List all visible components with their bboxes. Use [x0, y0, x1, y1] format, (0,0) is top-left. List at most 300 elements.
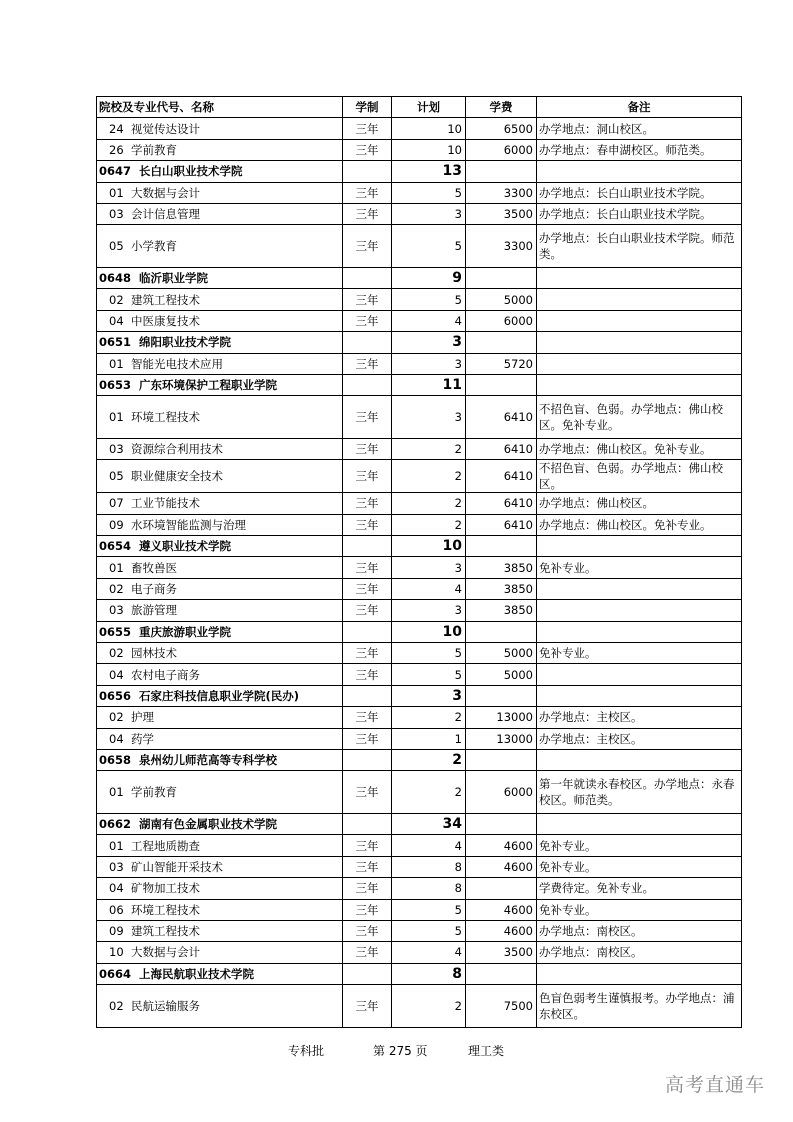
major-code: 05: [109, 469, 124, 484]
major-duration: 三年: [343, 878, 392, 899]
major-code: 01: [109, 185, 124, 200]
major-code: 06: [109, 902, 124, 917]
major-code: 02: [109, 998, 124, 1013]
major-name-cell: [97, 856, 343, 877]
major-name: 大数据与会计: [131, 185, 200, 200]
major-row: [97, 438, 742, 459]
school-name: 泉州幼儿师范高等专科学校: [139, 753, 277, 768]
footer-category: 理工类: [468, 1044, 505, 1058]
major-name: 矿山智能开采技术: [131, 859, 223, 874]
school-fee-cell: [466, 332, 537, 353]
major-row: [97, 707, 742, 728]
major-name-cell: [97, 353, 343, 374]
major-fee: 6000: [466, 771, 537, 814]
major-plan: 10: [392, 118, 466, 139]
major-name: 视觉传达设计: [131, 121, 200, 136]
school-fee-cell: [466, 621, 537, 642]
major-note: 免补专业。: [537, 899, 742, 920]
major-row: [97, 289, 742, 310]
major-plan: 5: [392, 899, 466, 920]
school-duration-cell: [343, 332, 392, 353]
major-name-cell: [97, 460, 343, 493]
major-row: [97, 664, 742, 685]
school-plan-total: 3: [392, 685, 466, 706]
major-name-cell: [97, 493, 343, 514]
school-code: 0653: [99, 378, 132, 393]
school-name: 上海民航职业技术学院: [139, 966, 254, 981]
major-plan: 1: [392, 728, 466, 749]
major-name-cell: [97, 203, 343, 224]
major-row: [97, 728, 742, 749]
major-name: 学前教育: [131, 785, 177, 800]
major-code: 03: [109, 603, 124, 618]
major-plan: 10: [392, 139, 466, 160]
major-note: 办学地点：佛山校区。免补专业。: [537, 514, 742, 535]
major-duration: 三年: [343, 493, 392, 514]
school-duration-cell: [343, 963, 392, 984]
school-row: [97, 749, 742, 770]
school-row: [97, 536, 742, 557]
school-plan-total: 9: [392, 267, 466, 288]
school-duration-cell: [343, 685, 392, 706]
major-fee: 3300: [466, 182, 537, 203]
school-row: [97, 621, 742, 642]
school-note-cell: [537, 685, 742, 706]
major-duration: 三年: [343, 118, 392, 139]
school-plan-total: 3: [392, 332, 466, 353]
major-fee: 6410: [466, 460, 537, 493]
school-name-cell: [97, 749, 343, 770]
school-name: 石家庄科技信息职业学院(民办): [139, 688, 300, 703]
major-code: 02: [109, 582, 124, 597]
major-row: [97, 203, 742, 224]
major-note: 办学地点：主校区。: [537, 707, 742, 728]
major-name: 电子商务: [131, 582, 177, 597]
major-code: 02: [109, 710, 124, 725]
school-duration-cell: [343, 813, 392, 834]
school-plan-total: 2: [392, 749, 466, 770]
school-name: 广东环境保护工程职业学院: [139, 378, 277, 393]
major-plan: 2: [392, 493, 466, 514]
major-fee: 4600: [466, 899, 537, 920]
major-plan: 8: [392, 856, 466, 877]
major-name: 水环境智能监测与治理: [131, 517, 246, 532]
school-note-cell: [537, 536, 742, 557]
major-fee: 6410: [466, 493, 537, 514]
school-name-cell: [97, 621, 343, 642]
major-name: 智能光电技术应用: [131, 356, 223, 371]
school-fee-cell: [466, 813, 537, 834]
major-fee: 3500: [466, 942, 537, 963]
school-note-cell: [537, 749, 742, 770]
admission-plan-sheet: [96, 96, 742, 1028]
school-code: 0658: [99, 753, 132, 768]
major-row: [97, 578, 742, 599]
major-row: [97, 118, 742, 139]
header-note: 备注: [537, 97, 742, 118]
major-duration: 三年: [343, 985, 392, 1028]
school-plan-total: 10: [392, 621, 466, 642]
major-name-cell: [97, 557, 343, 578]
major-plan: 4: [392, 310, 466, 331]
school-plan-total: 8: [392, 963, 466, 984]
major-name: 学前教育: [131, 142, 177, 157]
school-name-cell: [97, 536, 343, 557]
major-note: 办学地点：春申湖校区。师范类。: [537, 139, 742, 160]
major-row: [97, 771, 742, 814]
major-name: 环境工程技术: [131, 902, 200, 917]
school-duration-cell: [343, 374, 392, 395]
major-plan: 2: [392, 460, 466, 493]
major-note: [537, 578, 742, 599]
school-name: 长白山职业技术学院: [139, 164, 243, 179]
major-fee: 4600: [466, 835, 537, 856]
major-plan: 3: [392, 396, 466, 439]
school-code: 0654: [99, 539, 132, 554]
major-name-cell: [97, 728, 343, 749]
major-code: 09: [109, 924, 124, 939]
major-fee: 3300: [466, 225, 537, 268]
major-fee: 13000: [466, 707, 537, 728]
major-duration: 三年: [343, 835, 392, 856]
major-duration: 三年: [343, 856, 392, 877]
school-row: [97, 161, 742, 182]
major-code: 03: [109, 442, 124, 457]
major-note: 办学地点：长白山职业技术学院。师范类。: [537, 225, 742, 268]
watermark-text: 高考直通车: [664, 1074, 765, 1096]
major-name-cell: [97, 600, 343, 621]
major-note: 办学地点：南校区。: [537, 942, 742, 963]
major-code: 04: [109, 667, 124, 682]
major-note: 办学地点：主校区。: [537, 728, 742, 749]
major-note: [537, 289, 742, 310]
school-plan-total: 13: [392, 161, 466, 182]
major-fee: 6000: [466, 310, 537, 331]
major-name: 大数据与会计: [131, 945, 200, 960]
major-row: [97, 139, 742, 160]
major-name: 畜牧兽医: [131, 560, 177, 575]
major-duration: 三年: [343, 203, 392, 224]
school-code: 0651: [99, 335, 132, 350]
major-name: 建筑工程技术: [131, 292, 200, 307]
table-body: [97, 118, 742, 1027]
major-fee: 5000: [466, 664, 537, 685]
major-note: 办学地点：洞山校区。: [537, 118, 742, 139]
school-code: 0664: [99, 966, 132, 981]
major-row: [97, 920, 742, 941]
school-duration-cell: [343, 536, 392, 557]
major-row: [97, 353, 742, 374]
major-duration: 三年: [343, 920, 392, 941]
major-name-cell: [97, 643, 343, 664]
major-duration: 三年: [343, 182, 392, 203]
school-fee-cell: [466, 161, 537, 182]
major-code: 04: [109, 731, 124, 746]
major-fee: 6000: [466, 139, 537, 160]
major-row: [97, 557, 742, 578]
major-note: 第一年就读永春校区。办学地点：永春校区。师范类。: [537, 771, 742, 814]
major-plan: 5: [392, 289, 466, 310]
major-code: 09: [109, 517, 124, 532]
major-plan: 5: [392, 643, 466, 664]
footer-page-number: 第 275 页: [373, 1044, 428, 1058]
major-code: 04: [109, 881, 124, 896]
major-row: [97, 225, 742, 268]
major-fee: 4600: [466, 856, 537, 877]
major-code: 01: [109, 560, 124, 575]
major-plan: 5: [392, 182, 466, 203]
major-code: 02: [109, 292, 124, 307]
major-duration: 三年: [343, 942, 392, 963]
school-row: [97, 332, 742, 353]
major-duration: 三年: [343, 310, 392, 331]
header-duration: 学制: [343, 97, 392, 118]
school-name-cell: [97, 161, 343, 182]
major-row: [97, 942, 742, 963]
major-name: 职业健康安全技术: [131, 469, 223, 484]
major-name: 中医康复技术: [131, 313, 200, 328]
major-name: 园林技术: [131, 646, 177, 661]
major-note: 办学地点：佛山校区。免补专业。: [537, 438, 742, 459]
major-name: 矿物加工技术: [131, 881, 200, 896]
major-duration: 三年: [343, 771, 392, 814]
school-name: 遵义职业技术学院: [139, 539, 231, 554]
major-name-cell: [97, 289, 343, 310]
major-name: 环境工程技术: [131, 410, 200, 425]
major-row: [97, 514, 742, 535]
major-duration: 三年: [343, 225, 392, 268]
major-plan: 2: [392, 707, 466, 728]
school-name: 临沂职业学院: [139, 271, 208, 286]
major-note: 学费待定。免补专业。: [537, 878, 742, 899]
major-duration: 三年: [343, 557, 392, 578]
major-code: 01: [109, 410, 124, 425]
major-name: 护理: [131, 710, 154, 725]
major-name: 旅游管理: [131, 603, 177, 618]
admission-plan-table: [96, 96, 742, 1028]
major-plan: 2: [392, 985, 466, 1028]
major-name-cell: [97, 578, 343, 599]
school-note-cell: [537, 267, 742, 288]
major-duration: 三年: [343, 460, 392, 493]
major-duration: 三年: [343, 899, 392, 920]
major-plan: 2: [392, 771, 466, 814]
school-code: 0648: [99, 271, 132, 286]
major-code: 26: [109, 142, 124, 157]
major-note: 免补专业。: [537, 557, 742, 578]
major-plan: 3: [392, 600, 466, 621]
major-row: [97, 878, 742, 899]
major-name-cell: [97, 707, 343, 728]
major-note: [537, 310, 742, 331]
major-name-cell: [97, 899, 343, 920]
school-fee-cell: [466, 267, 537, 288]
major-duration: 三年: [343, 396, 392, 439]
major-duration: 三年: [343, 707, 392, 728]
major-fee: 4600: [466, 920, 537, 941]
major-fee: 6500: [466, 118, 537, 139]
major-code: 10: [109, 945, 124, 960]
major-plan: 4: [392, 942, 466, 963]
major-name-cell: [97, 771, 343, 814]
major-plan: 3: [392, 203, 466, 224]
major-code: 01: [109, 356, 124, 371]
major-note: 办学地点：长白山职业技术学院。: [537, 182, 742, 203]
major-plan: 8: [392, 878, 466, 899]
school-plan-total: 10: [392, 536, 466, 557]
major-name: 资源综合利用技术: [131, 442, 223, 457]
major-fee: 3850: [466, 557, 537, 578]
major-note: 办学地点：长白山职业技术学院。: [537, 203, 742, 224]
major-duration: 三年: [343, 514, 392, 535]
major-name-cell: [97, 396, 343, 439]
school-note-cell: [537, 374, 742, 395]
major-note: 免补专业。: [537, 856, 742, 877]
major-name: 药学: [131, 731, 154, 746]
major-code: 04: [109, 313, 124, 328]
major-fee: 3850: [466, 578, 537, 599]
major-code: 03: [109, 859, 124, 874]
school-note-cell: [537, 621, 742, 642]
major-plan: 2: [392, 514, 466, 535]
major-code: 01: [109, 785, 124, 800]
school-fee-cell: [466, 749, 537, 770]
major-note: 色盲色弱考生谨慎报考。办学地点：浦东校区。: [537, 985, 742, 1028]
major-name-cell: [97, 835, 343, 856]
major-duration: 三年: [343, 438, 392, 459]
major-name-cell: [97, 878, 343, 899]
school-name-cell: [97, 963, 343, 984]
school-row: [97, 267, 742, 288]
school-code: 0655: [99, 624, 132, 639]
major-code: 24: [109, 121, 124, 136]
school-row: [97, 813, 742, 834]
school-name: 湖南有色金属职业技术学院: [139, 817, 277, 832]
major-name: 建筑工程技术: [131, 924, 200, 939]
major-plan: 3: [392, 557, 466, 578]
school-row: [97, 685, 742, 706]
major-duration: 三年: [343, 600, 392, 621]
major-row: [97, 985, 742, 1028]
major-fee: [466, 878, 537, 899]
school-fee-cell: [466, 374, 537, 395]
major-note: [537, 664, 742, 685]
major-fee: 5720: [466, 353, 537, 374]
school-name: 绵阳职业技术学院: [139, 335, 231, 350]
school-code: 0662: [99, 817, 132, 832]
major-duration: 三年: [343, 353, 392, 374]
header-plan: 计划: [392, 97, 466, 118]
major-name: 民航运输服务: [131, 998, 200, 1013]
major-note: 办学地点：南校区。: [537, 920, 742, 941]
footer-batch: 专科批: [288, 1044, 325, 1058]
major-plan: 5: [392, 225, 466, 268]
school-note-cell: [537, 963, 742, 984]
major-fee: 6410: [466, 396, 537, 439]
major-plan: 5: [392, 920, 466, 941]
school-name-cell: [97, 813, 343, 834]
header-name: 院校及专业代号、名称: [97, 97, 343, 118]
school-plan-total: 11: [392, 374, 466, 395]
major-plan: 4: [392, 578, 466, 599]
major-name: 农村电子商务: [131, 667, 200, 682]
school-name: 重庆旅游职业学院: [139, 624, 231, 639]
school-name-cell: [97, 374, 343, 395]
major-note: 免补专业。: [537, 835, 742, 856]
major-duration: 三年: [343, 643, 392, 664]
major-note: 不招色盲、色弱。办学地点：佛山校区。免补专业。: [537, 396, 742, 439]
major-note: [537, 353, 742, 374]
school-row: [97, 374, 742, 395]
major-duration: 三年: [343, 664, 392, 685]
major-row: [97, 396, 742, 439]
major-code: 05: [109, 239, 124, 254]
major-row: [97, 310, 742, 331]
major-row: [97, 856, 742, 877]
header-fee: 学费: [466, 97, 537, 118]
major-name-cell: [97, 514, 343, 535]
school-note-cell: [537, 161, 742, 182]
school-duration-cell: [343, 749, 392, 770]
major-row: [97, 182, 742, 203]
major-duration: 三年: [343, 728, 392, 749]
school-name-cell: [97, 267, 343, 288]
major-plan: 2: [392, 438, 466, 459]
major-fee: 5000: [466, 643, 537, 664]
major-name-cell: [97, 139, 343, 160]
major-row: [97, 600, 742, 621]
major-row: [97, 493, 742, 514]
school-fee-cell: [466, 963, 537, 984]
school-plan-total: 34: [392, 813, 466, 834]
major-plan: 5: [392, 664, 466, 685]
major-code: 03: [109, 207, 124, 222]
major-name-cell: [97, 985, 343, 1028]
major-name: 工业节能技术: [131, 496, 200, 511]
school-note-cell: [537, 332, 742, 353]
major-code: 07: [109, 496, 124, 511]
school-duration-cell: [343, 267, 392, 288]
major-fee: 3500: [466, 203, 537, 224]
school-duration-cell: [343, 161, 392, 182]
major-fee: 3850: [466, 600, 537, 621]
major-row: [97, 835, 742, 856]
major-name-cell: [97, 225, 343, 268]
major-duration: 三年: [343, 578, 392, 599]
school-note-cell: [537, 813, 742, 834]
major-fee: 13000: [466, 728, 537, 749]
school-fee-cell: [466, 536, 537, 557]
major-fee: 5000: [466, 289, 537, 310]
major-fee: 6410: [466, 438, 537, 459]
major-row: [97, 899, 742, 920]
major-code: 02: [109, 646, 124, 661]
major-note: 免补专业。: [537, 643, 742, 664]
school-code: 0647: [99, 164, 132, 179]
major-duration: 三年: [343, 289, 392, 310]
major-fee: 6410: [466, 514, 537, 535]
school-code: 0656: [99, 688, 132, 703]
major-name-cell: [97, 438, 343, 459]
school-row: [97, 963, 742, 984]
major-plan: 3: [392, 353, 466, 374]
major-row: [97, 460, 742, 493]
major-note: [537, 600, 742, 621]
major-name-cell: [97, 118, 343, 139]
major-plan: 4: [392, 835, 466, 856]
school-fee-cell: [466, 685, 537, 706]
major-row: [97, 643, 742, 664]
